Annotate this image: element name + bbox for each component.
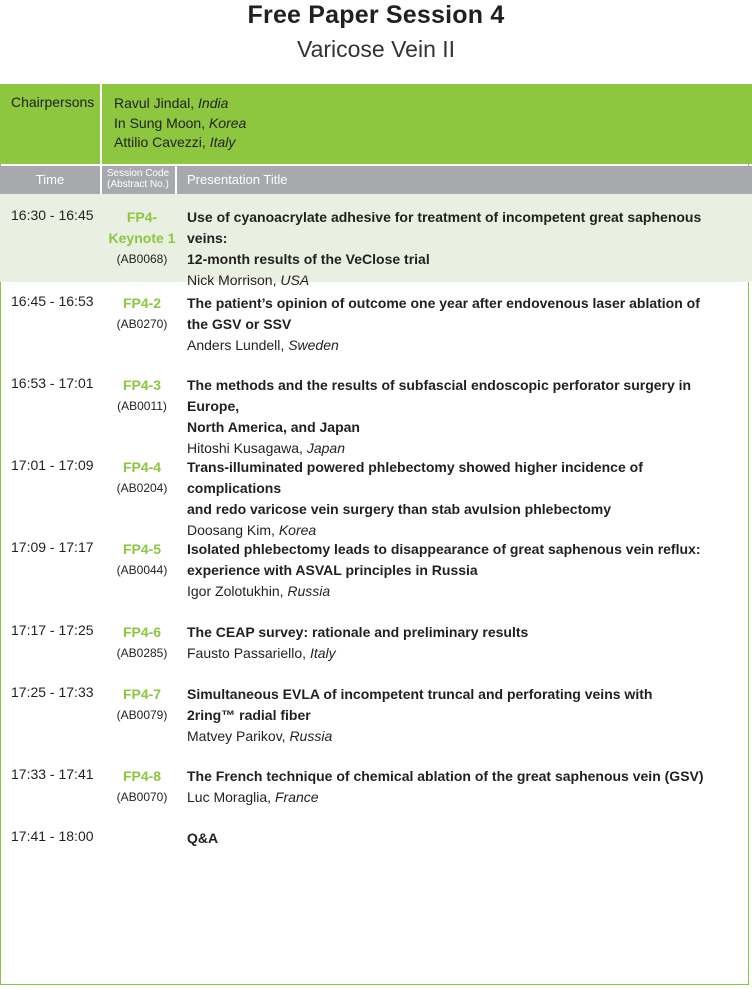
- session-title: Free Paper Session 4: [247, 1, 505, 29]
- presentation: [187, 375, 732, 459]
- abstract-number: (AB0070): [116, 790, 168, 804]
- session-code: [102, 766, 182, 808]
- chairperson: [114, 114, 246, 134]
- presentation: [187, 539, 732, 602]
- speaker-country: USA: [280, 272, 310, 288]
- presentation: [187, 766, 732, 808]
- session-time: 16:53 - 17:01: [11, 375, 94, 391]
- speaker: [187, 270, 732, 291]
- speaker-country: Italy: [309, 645, 336, 661]
- presentation-title-line: the GSV or SSV: [187, 316, 292, 332]
- abstract-number: (AB0044): [116, 563, 168, 577]
- column-header-row: [0, 166, 752, 194]
- column-header-code: [102, 168, 174, 190]
- speaker-country: France: [274, 789, 319, 805]
- abstract-number: (AB0270): [116, 317, 168, 331]
- session-time: 16:45 - 16:53: [11, 293, 94, 309]
- column-divider: [175, 166, 177, 194]
- chairperson: [114, 133, 246, 153]
- presentation-title-line: The methods and the results of subfascial endoscopic perforator surgery in Europe,: [187, 377, 692, 414]
- session-time: 16:30 - 16:45: [11, 207, 94, 223]
- presentation: [187, 622, 732, 664]
- abstract-number: (AB0079): [116, 708, 168, 722]
- session-time: 17:17 - 17:25: [11, 622, 94, 638]
- abstract-number: (AB0068): [116, 252, 168, 266]
- speaker-name: Hitoshi Kusagawa,: [187, 440, 303, 456]
- chairpersons-row: [0, 84, 752, 164]
- presentation-title-line: experience with ASVAL principles in Russia: [187, 562, 478, 578]
- session-code: [102, 622, 182, 664]
- session-time: 17:33 - 17:41: [11, 766, 94, 782]
- chairperson-country: India: [198, 95, 229, 111]
- session-code: [102, 375, 182, 417]
- speaker: [187, 520, 732, 541]
- chairperson-name: Attilio Cavezzi,: [114, 134, 206, 150]
- session-code: [102, 539, 182, 581]
- session-time: 17:09 - 17:17: [11, 539, 94, 555]
- presentation-title-line: The CEAP survey: rationale and preliminary results: [187, 624, 529, 640]
- session-code: [102, 457, 182, 499]
- session-code-label: FP4-: [126, 209, 158, 225]
- speaker-name: Luc Moraglia,: [187, 789, 272, 805]
- session-time: 17:01 - 17:09: [11, 457, 94, 473]
- speaker-name: Anders Lundell,: [187, 337, 285, 353]
- presentation-title-line: 2ring™ radial fiber: [187, 707, 311, 723]
- chairperson-country: Korea: [208, 114, 247, 131]
- session-code-label: FP4-4: [122, 459, 162, 475]
- page-header: [0, 0, 752, 63]
- session-time: 17:41 - 18:00: [11, 828, 94, 844]
- chairpersons-list: [114, 94, 246, 153]
- session-code-keynote: Keynote 1: [108, 230, 176, 246]
- speaker: [187, 643, 732, 664]
- session-code-label: FP4-7: [122, 686, 162, 702]
- speaker-country: Korea: [278, 522, 317, 538]
- column-header-code-line1: Session Code: [106, 168, 170, 179]
- abstract-number: (AB0204): [116, 481, 168, 495]
- session-time: 17:25 - 17:33: [11, 684, 94, 700]
- column-divider: [100, 84, 102, 164]
- abstract-number: (AB0285): [116, 646, 168, 660]
- presentation: [187, 828, 732, 849]
- chairperson-name: In Sung Moon,: [114, 114, 206, 131]
- column-header-code-line2: (Abstract No.): [107, 179, 169, 190]
- column-header-time: Time: [35, 172, 65, 187]
- speaker-country: Russia: [287, 583, 331, 599]
- session-code-label: FP4-5: [122, 541, 162, 557]
- presentation-title-line: The French technique of chemical ablation of the great saphenous vein (GSV): [187, 768, 704, 784]
- column-header-title: Presentation Title: [187, 172, 288, 187]
- presentation-title-line: Trans-illuminated powered phlebectomy showed higher incidence of complications: [187, 459, 643, 496]
- session-code: [102, 207, 182, 270]
- speaker: [187, 581, 732, 602]
- speaker: [187, 438, 732, 459]
- session-code-label: FP4-2: [122, 295, 162, 311]
- session-code: [102, 684, 182, 726]
- session-subtitle: Varicose Vein II: [296, 36, 456, 62]
- speaker: [187, 787, 732, 808]
- speaker-country: Russia: [289, 728, 333, 744]
- speaker: [187, 726, 732, 747]
- presentation-title-line: Q&A: [187, 830, 219, 846]
- speaker-name: Fausto Passariello,: [187, 645, 307, 661]
- session-code: [102, 293, 182, 335]
- presentation: [187, 684, 732, 747]
- chairpersons-label: Chairpersons: [11, 94, 95, 110]
- session-code-label: FP4-3: [122, 377, 162, 393]
- presentation-title-line: Isolated phlebectomy leads to disappearance of great saphenous vein reflux:: [187, 541, 701, 557]
- chairperson-name: Ravul Jindal,: [114, 95, 195, 111]
- presentation: [187, 207, 732, 291]
- abstract-number: (AB0011): [117, 399, 167, 413]
- presentation: [187, 457, 732, 541]
- speaker-name: Doosang Kim,: [187, 522, 275, 538]
- presentation-title-line: North America, and Japan: [187, 419, 360, 435]
- presentation-title-line: Use of cyanoacrylate adhesive for treatment of incompetent great saphenous veins:: [187, 209, 702, 246]
- chairperson: [114, 94, 246, 114]
- speaker-name: Igor Zolotukhin,: [187, 583, 284, 599]
- session-code-label: FP4-6: [122, 624, 162, 640]
- presentation: [187, 293, 732, 356]
- presentation-title-line: and redo varicose vein surgery than stab avulsion phlebectomy: [187, 501, 612, 517]
- speaker-country: Sweden: [288, 337, 339, 353]
- presentation-title-line: The patient’s opinion of outcome one year after endovenous laser ablation of: [187, 295, 700, 311]
- presentation-title-line: Simultaneous EVLA of incompetent truncal and perforating veins with: [187, 686, 653, 702]
- chairperson-country: Italy: [209, 134, 236, 150]
- speaker-country: Japan: [306, 440, 345, 456]
- presentation-title-line: 12-month results of the VeClose trial: [187, 251, 430, 267]
- speaker: [187, 335, 732, 356]
- speaker-name: Matvey Parikov,: [187, 728, 286, 744]
- session-code-label: FP4-8: [122, 768, 162, 784]
- speaker-name: Nick Morrison,: [187, 272, 277, 288]
